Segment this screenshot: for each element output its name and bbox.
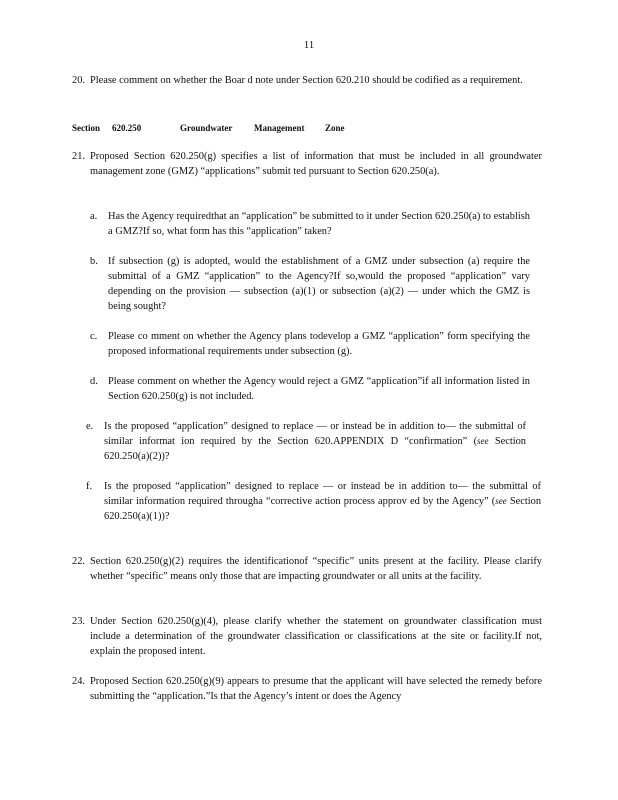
question-23 — [72, 614, 542, 659]
question-number: 22. — [72, 556, 85, 567]
question-21-item-a — [90, 209, 530, 239]
heading-section-word: Section — [72, 123, 100, 133]
item-text: Is the proposed “application” designed to replace — or instead be in addition to— the submittal of similar information required througha “corrective action process approv ed by the Agency” (see Section 620.250(a)(1))? — [104, 481, 542, 522]
heading-groundwater: Groundwater — [180, 123, 233, 133]
item-label: c. — [90, 331, 98, 342]
question-text: Proposed Section 620.250(g)(9) appears to presume that the applicant will have selected the remedy before submitting the “application.”Is that the Agency’s intent or does the Agency — [90, 676, 542, 702]
question-text: Proposed Section 620.250(g) specifies a list of information that must be included in all groundwater management zone (GMZ) “applications” submit ted pursuant to Section 620.250(a). — [90, 151, 542, 177]
question-21-item-f — [86, 479, 541, 524]
question-number: 20. — [72, 75, 85, 86]
heading-section-number: 620.250 — [112, 123, 142, 133]
item-label: f. — [86, 481, 93, 492]
question-21-item-c — [90, 329, 530, 359]
question-text: Under Section 620.250(g)(4), please clarify whether the statement on groundwater classification must include a determination of the groundwater classification or classifications at the site or facility.If not, explain the proposed intent. — [90, 616, 542, 657]
item-text: Please comment on whether the Agency would reject a GMZ “application”if all information listed in Section 620.250(g) is not included. — [108, 376, 530, 402]
question-21 — [72, 149, 542, 179]
page-number: 11 — [303, 39, 315, 51]
question-number: 23. — [72, 616, 85, 627]
question-21-item-d — [90, 374, 530, 404]
item-label: e. — [86, 421, 94, 432]
item-text: Has the Agency requiredthat an “application” be submitted to it under Section 620.250(a) to establish a GMZ?If so, what form has this “application” taken? — [108, 211, 530, 237]
section-heading — [72, 121, 402, 133]
item-label: a. — [90, 211, 98, 222]
item-label: d. — [90, 376, 98, 387]
heading-zone: Zone — [325, 123, 345, 133]
question-21-item-b — [90, 254, 530, 314]
question-21-item-e — [86, 419, 526, 464]
question-number: 21. — [72, 151, 85, 162]
question-24 — [72, 674, 542, 704]
item-text: Is the proposed “application” designed to replace — or instead be in addition to— the submittal of similar informat ion required by the Section 620.APPENDIX D “confirmation” (see Section 620.250(a)(2))? — [104, 421, 526, 462]
item-text: Please co mment on whether the Agency plans todevelop a GMZ “application” form specifying the proposed informational requirements under subsection (g). — [108, 331, 530, 357]
question-text: Section 620.250(g)(2) requires the identificationof “specific” units present at the facility. Please clarify whether “specific” means only those that are impacting groundwater or all units at the facility. — [90, 556, 542, 582]
question-text: Please comment on whether the Boar d note under Section 620.210 should be codified as a requirement. — [90, 75, 523, 86]
question-20 — [72, 73, 542, 88]
question-number: 24. — [72, 676, 85, 687]
heading-management: Management — [254, 123, 305, 133]
item-text: If subsection (g) is adopted, would the establishment of a GMZ under subsection (a) require the submittal of a GMZ “application” to the Agency?If so,would the proposed “application” vary depending on the provision — subsection (a)(1) or subsection (a)(2) — under which the GMZ is being sought? — [108, 256, 530, 312]
question-22 — [72, 554, 542, 584]
item-label: b. — [90, 256, 98, 267]
